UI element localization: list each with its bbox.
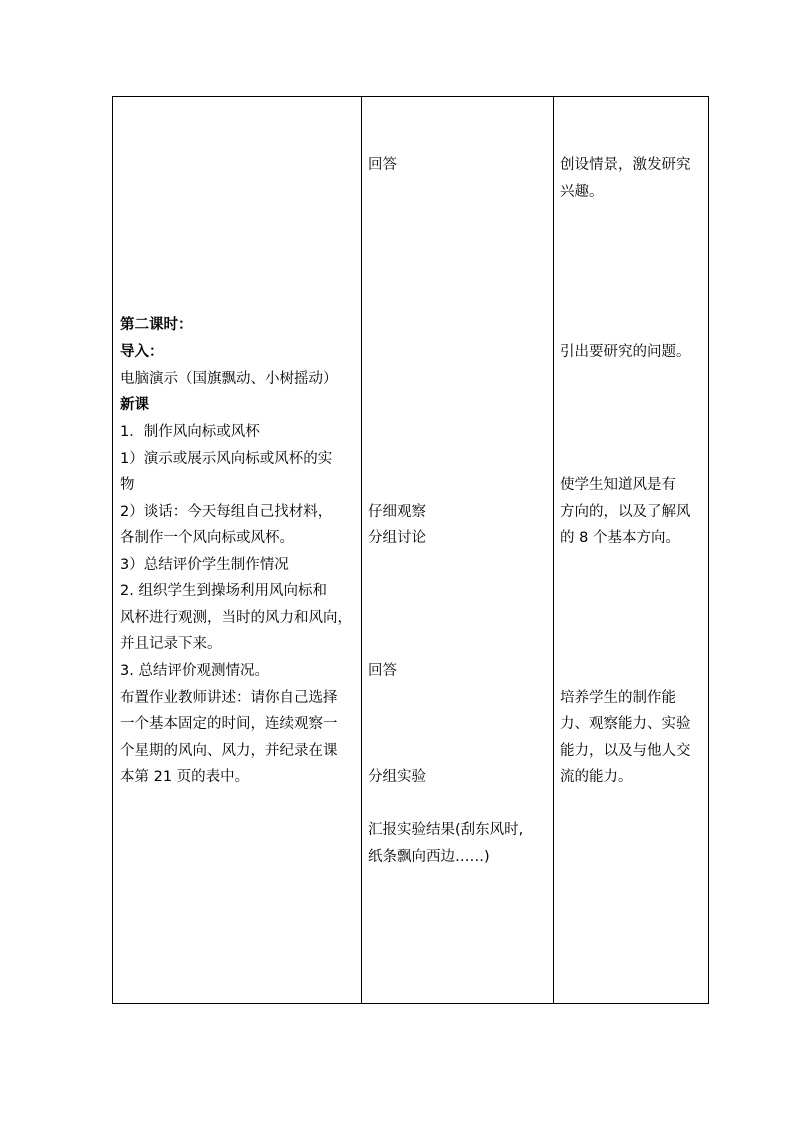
lesson-plan-table bbox=[112, 96, 709, 1004]
purpose-4-line-4: 流的能力。 bbox=[560, 769, 633, 785]
new-lesson-heading: 新课 bbox=[120, 397, 149, 413]
student-report-line-1: 汇报实验结果(刮东风时, bbox=[368, 822, 524, 838]
step-line: 个星期的风向、风力，并纪录在课 bbox=[120, 743, 338, 759]
step-line: 布置作业教师讲述：请你自己选择 bbox=[120, 690, 338, 706]
purpose-3-line-1: 使学生知道风是有 bbox=[560, 477, 676, 493]
student-report-line-2: 纸条飘向西边……) bbox=[368, 849, 490, 865]
step-line: 本第 21 页的表中。 bbox=[120, 769, 250, 785]
student-discuss: 分组讨论 bbox=[368, 530, 426, 546]
purpose-3-line-3: 的 8 个基本方向。 bbox=[560, 530, 680, 546]
step-line: 1．制作风向标或风杯 bbox=[120, 424, 260, 440]
step-line: 2）谈话：今天每组自己找材料， bbox=[120, 504, 333, 520]
period-heading: 第二课时： bbox=[120, 317, 193, 333]
step-line: 各制作一个风向标或风杯。 bbox=[120, 530, 294, 546]
purpose-4-line-1: 培养学生的制作能 bbox=[560, 690, 676, 706]
step-line: 3）总结评价学生制作情况 bbox=[120, 557, 289, 573]
step-line: 一个基本固定的时间，连续观察一 bbox=[120, 716, 338, 732]
purpose-2: 引出要研究的问题。 bbox=[560, 344, 691, 360]
intro-heading: 导入： bbox=[120, 344, 164, 360]
student-activity-column bbox=[361, 97, 554, 1003]
step-line: 物 bbox=[120, 477, 135, 493]
step-line: 风杯进行观测，当时的风力和风向， bbox=[120, 610, 352, 626]
purpose-4-line-3: 能力，以及与他人交 bbox=[560, 743, 691, 759]
purpose-1-line-1: 创设情景，激发研究 bbox=[560, 157, 691, 173]
intro-demo-text: 电脑演示（国旗飘动、小树摇动） bbox=[120, 371, 338, 387]
teacher-activity-column bbox=[113, 97, 362, 1003]
step-line: 并且记录下来。 bbox=[120, 636, 222, 652]
step-line: 1）演示或展示风向标或风杯的实 bbox=[120, 451, 333, 467]
step-line: 3. 总结评价观测情况。 bbox=[120, 663, 269, 679]
student-answer-2: 回答 bbox=[368, 663, 397, 679]
design-purpose-column bbox=[553, 97, 708, 1003]
step-line: 2. 组织学生到操场利用风向标和 bbox=[120, 583, 327, 599]
purpose-3-line-2: 方向的，以及了解风 bbox=[560, 504, 691, 520]
student-observe: 仔细观察 bbox=[368, 504, 426, 520]
student-answer-1: 回答 bbox=[368, 157, 397, 173]
purpose-4-line-2: 力、观察能力、实验 bbox=[560, 716, 691, 732]
purpose-1-line-2: 兴趣。 bbox=[560, 184, 604, 200]
student-experiment: 分组实验 bbox=[368, 769, 426, 785]
